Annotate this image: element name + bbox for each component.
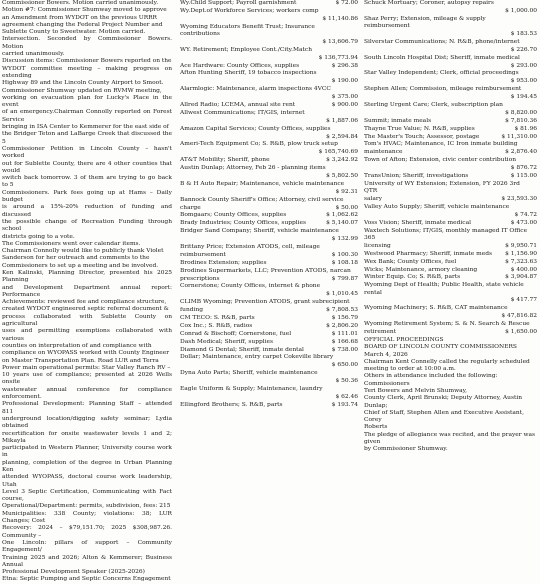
claim-vendor: Bridger Sand Company; Sheriff, vehicle maintenance bbox=[180, 228, 339, 235]
claim-entry bbox=[364, 274, 537, 281]
claim-entry bbox=[180, 291, 358, 298]
proceedings-line: BOARD OF LINCOLN COUNTY COMMISSIONERS bbox=[364, 344, 517, 351]
claim-amount: $ 3,904.87 bbox=[505, 274, 537, 281]
claim-vendor: charge bbox=[180, 204, 201, 211]
claim-entry bbox=[364, 204, 537, 211]
claim-entry bbox=[180, 55, 358, 62]
text-line: and Development Department annual report: Performance bbox=[2, 284, 172, 298]
claim-vendor: Sterling Urgent Care; Clerk, subscription plan bbox=[364, 101, 503, 108]
claim-amount: $ 473.00 bbox=[510, 219, 537, 226]
claim-amount: $ 74.72 bbox=[514, 211, 537, 218]
text-line: Sublette County to Sweetwater. Motion carried. bbox=[2, 29, 146, 36]
text-line: carried unanimously. bbox=[2, 51, 65, 58]
claim-amount: $ 738.00 bbox=[331, 346, 358, 353]
proceedings-line: The pledge of allegiance was recited, and the prayer was given bbox=[364, 431, 536, 446]
claim-vendor: Winter Equip. Co; S. R&B, parts bbox=[364, 274, 461, 281]
text-line: agreement changing the Federal Project Number and bbox=[2, 21, 163, 28]
claim-vendor: South Lincoln Hospital Dist; Sheriff, inmate medical bbox=[364, 54, 520, 61]
claim-entry bbox=[364, 110, 537, 117]
claim-entry bbox=[180, 228, 358, 235]
text-line: the Bridger Teton and LaBarge Creek that discussed the 5 bbox=[2, 131, 172, 145]
text-line: switch back tomorrow. 3 of them are trying to go back to 5 bbox=[2, 175, 172, 189]
text-line: Highway 89 and the Lincoln County Airport to Smoot. bbox=[2, 80, 164, 87]
text-line: Operational/Department: permits, subdivision, fees: 215 bbox=[2, 503, 171, 510]
claim-amount: $ 375.00 bbox=[331, 94, 358, 101]
claim-vendor: Dash Medical; Sheriff, supplies bbox=[180, 338, 274, 345]
claim-vendor: retirement bbox=[364, 329, 397, 336]
claim-entry bbox=[180, 370, 358, 377]
claim-vendor: Ameri-Tech Equipment Co; S. R&B, plow truck setup bbox=[180, 141, 338, 148]
claim-vendor: CLIMB Wyoming; Prevention ATODS, grant subrecipient bbox=[180, 299, 350, 306]
proceedings-line: OFFICIAL PROCEEDINGS bbox=[364, 336, 444, 343]
claim-amount: $ 166.68 bbox=[331, 338, 358, 345]
claim-vendor: Eagle Uniform & Supply; Maintenance, laundry bbox=[180, 386, 323, 393]
claim-entry bbox=[364, 16, 537, 31]
text-line: Training 2025 and 2026; Alton & Kemmerer; Business Annual bbox=[2, 554, 172, 568]
claim-entry bbox=[364, 173, 537, 180]
claim-amount: $ 62.46 bbox=[335, 393, 358, 400]
claim-entry bbox=[180, 134, 358, 141]
claim-entry bbox=[364, 243, 537, 250]
text-line: Power main operational permits: Star Valley Ranch RV – bbox=[2, 364, 171, 371]
text-line: Commissioners to set up a meeting and be involved. bbox=[2, 262, 159, 269]
claim-vendor: Wyoming Dept of Health; Public Health, state vehicle rental bbox=[364, 282, 524, 296]
text-line: participated in Western Planner, University course work in bbox=[2, 445, 172, 459]
claim-vendor: Brodines Extension; supplies bbox=[180, 259, 267, 266]
claim-entry bbox=[364, 0, 537, 7]
proceedings-line: Chairman Kent Connelly called the regularly scheduled bbox=[364, 358, 530, 365]
text-line: One Lincoln: pillars of support – Community Engagement/ bbox=[2, 539, 172, 554]
claim-vendor: funding bbox=[180, 307, 203, 314]
claim-entry bbox=[364, 313, 537, 320]
claim-amount: $ 50.36 bbox=[335, 378, 358, 385]
claim-amount: $ 900.00 bbox=[331, 101, 358, 108]
claim-vendor: Amazon Capital Services; County Offices, supplies bbox=[180, 125, 331, 132]
text-line: Ken Kalinski, Planning Director, presented his 2025 Planning bbox=[2, 269, 172, 284]
claim-entry bbox=[180, 197, 358, 204]
claim-vendor: licensing bbox=[364, 242, 391, 249]
claim-amount: $ 108.18 bbox=[331, 259, 358, 266]
claim-entry bbox=[180, 354, 358, 361]
text-line: an Amendment from WYDOT on the previous URRR bbox=[2, 14, 157, 21]
claim-vendor: Wy.Dept.of Workforce Services; workers comp bbox=[180, 7, 319, 14]
claim-entry bbox=[364, 305, 537, 312]
text-line: created WYDOT engineered septic referral document & bbox=[2, 306, 169, 313]
claim-amount: $ 7,808.53 bbox=[326, 307, 358, 314]
claim-entry bbox=[180, 63, 358, 70]
claim-amount: $ 156.79 bbox=[331, 315, 358, 322]
claim-vendor: prescriptions bbox=[180, 275, 220, 282]
claim-entry bbox=[180, 165, 358, 172]
claim-entry bbox=[180, 189, 358, 196]
claim-vendor: Waxtech Solutions; IT/GIS, monthly managed IT Office 365 bbox=[364, 227, 528, 241]
claim-amount: $ 5,802.50 bbox=[326, 173, 358, 179]
claim-amount: $ 72.00 bbox=[335, 0, 358, 6]
text-line: Municipalities: 338 County; violations: 38; LUR Changes; Cost bbox=[2, 510, 172, 525]
column-claims-list-a bbox=[180, 0, 358, 408]
claim-entry bbox=[180, 212, 358, 219]
claim-entry bbox=[364, 181, 537, 196]
claim-amount: $ 111.01 bbox=[331, 330, 358, 337]
claim-amount: $ 1,062.62 bbox=[326, 212, 358, 219]
claim-entry bbox=[180, 205, 358, 212]
text-line: counties on interpretation of and compliance with bbox=[2, 342, 152, 349]
claim-entry bbox=[180, 102, 358, 109]
claim-entry bbox=[364, 134, 537, 141]
claim-vendor: CM TECO: S. R&B, parts bbox=[180, 315, 255, 322]
claim-amount: $ 2,594.84 bbox=[326, 133, 358, 140]
claim-entry bbox=[180, 394, 358, 401]
claim-amount: $ 226.70 bbox=[510, 46, 537, 53]
text-line: attended WYOPASS, doctoral course work leadership, Utah bbox=[2, 474, 172, 488]
claim-entry bbox=[180, 110, 358, 117]
claim-entry bbox=[364, 165, 537, 172]
text-line: Recovery: 2024 – $79,151.70; 2025 $308,987.26. Community – bbox=[2, 525, 172, 539]
claim-entry bbox=[180, 260, 358, 267]
proceedings-line: March 4, 2026 bbox=[364, 351, 408, 358]
claim-entry bbox=[364, 78, 537, 85]
claim-entry bbox=[364, 8, 537, 15]
claim-entry bbox=[364, 86, 537, 93]
proceedings-line: County Clerk, April Brunski; Deputy Attorney, Austin Dunlap; bbox=[364, 395, 523, 409]
claim-entry bbox=[364, 259, 537, 266]
text-line: Chairman Connolly would like to publicly thank Violet bbox=[2, 248, 164, 255]
claim-vendor: Wex Bank; County Offices, fuel bbox=[364, 258, 457, 265]
claim-amount: $ 13,606.79 bbox=[322, 38, 358, 45]
claim-entry bbox=[364, 102, 537, 109]
claim-vendor: Westwood Pharmacy; Sheriff, inmate meds bbox=[364, 250, 492, 257]
claim-entry bbox=[364, 118, 537, 125]
claim-vendor: Valley Auto Supply; Sheriff, vehicle maintenance bbox=[364, 203, 510, 210]
text-line: Level 3 Septic Certification, Communicating with Fact course, bbox=[2, 488, 172, 503]
claim-vendor: reimbursement bbox=[180, 251, 226, 258]
claim-entry bbox=[180, 78, 358, 85]
minutes-text bbox=[2, 0, 172, 584]
text-line: of an emergency.Chairman Connolly reported on Forest Service bbox=[2, 109, 172, 123]
claim-entry bbox=[364, 220, 537, 227]
claim-entry bbox=[180, 86, 358, 93]
claim-entry bbox=[180, 307, 358, 314]
claim-vendor: maintenance bbox=[364, 149, 403, 156]
claim-vendor: Diamond G Dental; Sheriff, inmate dental bbox=[180, 346, 304, 353]
claim-entry bbox=[180, 323, 358, 330]
claim-amount: $ 2,876.40 bbox=[505, 149, 537, 156]
claim-amount: $ 81.96 bbox=[514, 125, 537, 132]
claim-amount: $ 5,140.07 bbox=[326, 220, 358, 227]
claim-vendor: Tom's HVAC; Maintenance, IC Iron inmate building bbox=[364, 141, 518, 148]
claim-vendor: Schuck Mortuary; Coroner, autopsy repairs bbox=[364, 0, 494, 6]
claim-entry bbox=[364, 297, 537, 304]
claim-entry bbox=[364, 141, 537, 148]
claim-vendor: The Master's Touch; Assessor, postage bbox=[364, 133, 480, 140]
claim-amount: $ 3,242.92 bbox=[326, 157, 358, 164]
claim-amount: $ 876.72 bbox=[510, 165, 537, 172]
claim-amount: $ 7,810.36 bbox=[505, 117, 537, 124]
claim-entry bbox=[364, 228, 537, 243]
text-line: Professional Development Speaker (2025-2026) bbox=[2, 569, 145, 576]
text-line: Discussion items: Commissioner Bowers reported on the bbox=[2, 58, 172, 65]
text-line: compliance on WYOPASS worked with County Engineer bbox=[2, 350, 170, 357]
proceedings-line: Teri Bowers and Melvin Shumway, bbox=[364, 388, 468, 394]
claim-amount: $ 115.00 bbox=[510, 173, 537, 179]
claim-entry bbox=[180, 94, 358, 101]
claim-vendor: salary bbox=[364, 196, 383, 203]
text-line: underground location/digging safety seminar; Lydia obtained bbox=[2, 415, 172, 430]
claim-entry bbox=[180, 24, 358, 39]
claim-entry bbox=[180, 220, 358, 227]
claim-amount: $ 953.00 bbox=[510, 78, 537, 85]
claim-entry bbox=[364, 321, 537, 328]
claim-amount: $ 132.99 bbox=[331, 236, 358, 243]
claim-entry bbox=[180, 268, 358, 275]
claim-vendor: Conrad & Bischoff; Cornerstone, fuel bbox=[180, 330, 292, 337]
claim-vendor: Town of Afton; Extension, civic center contribution bbox=[364, 157, 517, 164]
claim-amount: $ 190.00 bbox=[331, 78, 358, 85]
claim-vendor: Cornerstone; County Offices, internet & phone bbox=[180, 283, 321, 290]
claim-entry bbox=[180, 173, 358, 180]
claim-entry bbox=[180, 244, 358, 251]
claim-amount: $ 194.45 bbox=[510, 94, 537, 101]
claim-entry bbox=[180, 402, 358, 409]
text-line: wastewater annual conference for compliance enforcement. bbox=[2, 386, 172, 401]
text-line: out for Sublette County, there are 4 other counties that would bbox=[2, 160, 172, 174]
proceedings-line: Roberts bbox=[364, 424, 388, 431]
claim-amount: $ 47,816.82 bbox=[501, 313, 537, 320]
text-line: Commissioner Shumway updated on RVMW meeting, bbox=[2, 87, 162, 94]
text-line: Motion #7: Commissioner Shumway moved to approve bbox=[2, 7, 167, 14]
claim-amount: $ 1,156.90 bbox=[505, 250, 537, 257]
claim-amount: $ 165,740.69 bbox=[318, 149, 358, 156]
claim-amount: $ 11,140.86 bbox=[322, 15, 358, 22]
claim-vendor: Alarmlogic: Maintenance, alarm inspections 4VCC bbox=[180, 86, 331, 93]
claim-vendor: Austin Dunlap; Attorney, Feb 26 - planning items bbox=[180, 165, 326, 172]
claim-entry bbox=[180, 276, 358, 283]
claim-amount: $ 136,773.94 bbox=[318, 54, 358, 61]
claim-entry bbox=[180, 0, 358, 7]
claim-amount: $ 23,593.30 bbox=[501, 196, 537, 203]
claim-vendor: TransUnion; Sheriff, investigations bbox=[364, 173, 469, 179]
claim-vendor: Summit; inmate meals bbox=[364, 117, 432, 124]
claim-entry bbox=[364, 31, 537, 38]
claim-vendor: Brady Industries; County Offices, supplies bbox=[180, 220, 307, 227]
claim-amount: $ 417.77 bbox=[510, 297, 537, 304]
claim-vendor: Wy.Child Support; Payroll garnishment bbox=[180, 0, 297, 6]
claim-vendor: Dyna Auto Parts; Sheriff, vehicle maintenance bbox=[180, 370, 318, 377]
claim-entry bbox=[364, 196, 537, 203]
claim-vendor: Silverstar Communications; N. R&B, phone/internet bbox=[364, 38, 520, 45]
text-line: Etna: Septic Pumping and Septic Concerns Engagement bbox=[2, 576, 171, 583]
claim-entry bbox=[180, 141, 358, 148]
claim-vendor: Bomgaars; County Offices, supplies bbox=[180, 212, 287, 219]
claim-vendor: Cox Inc.; S. R&B, radios bbox=[180, 322, 253, 329]
claim-amount: $ 100.30 bbox=[331, 251, 358, 258]
proceedings-line: Others in attendance included the following: Commissioners bbox=[364, 373, 498, 387]
proceedings-line: meeting to order at 10:00 a.m. bbox=[364, 366, 456, 373]
claim-entry bbox=[180, 362, 358, 369]
claim-vendor: Star Valley Independent; Clerk, official proceedings bbox=[364, 70, 519, 77]
claim-vendor: Allwest Communications; IT/GIS, internet bbox=[180, 109, 305, 116]
claim-vendor: Shaz Perry; Extension, mileage & supply reimbursement bbox=[364, 15, 486, 30]
claim-vendor: Ellingford Brothers; S. R&B, parts bbox=[180, 401, 283, 408]
claim-entry bbox=[180, 181, 358, 188]
claim-entry bbox=[180, 149, 358, 156]
claim-entry bbox=[364, 282, 537, 297]
column-meeting-minutes bbox=[2, 0, 172, 583]
claim-vendor: Dollar; Maintenance, entry carpet Cokeville library bbox=[180, 354, 334, 361]
text-line: Commissioner Petition in Lincoln County – hasn't worked bbox=[2, 145, 172, 160]
claim-entry bbox=[364, 149, 537, 156]
claim-entry bbox=[364, 329, 537, 336]
claim-vendor: Wicks; Maintenance, armory cleaning bbox=[364, 266, 478, 273]
claim-entry bbox=[180, 339, 358, 346]
claim-vendor: WY. Retirement; Employee Cont./City.Match bbox=[180, 46, 313, 53]
text-line: working on evacuation plan for Lucky's Place in the event bbox=[2, 94, 172, 109]
claim-entry bbox=[364, 63, 537, 70]
claim-entry bbox=[180, 378, 358, 385]
claim-vendor: Stephen Allen; Commission, mileage reimbursement bbox=[364, 86, 522, 93]
claim-entry bbox=[180, 347, 358, 354]
proceedings-line: by Commissioner Shumway. bbox=[364, 446, 448, 453]
claim-entry bbox=[364, 70, 537, 77]
text-line: Professional Development: Planning Staff – attended 811 bbox=[2, 401, 172, 415]
claim-entry bbox=[364, 126, 537, 133]
claim-entry bbox=[180, 299, 358, 306]
claim-vendor: Bannock County Sheriff's Office; Attorney, civil service bbox=[180, 196, 344, 203]
claim-vendor: Voss Vision; Sheriff, inmate medical bbox=[364, 219, 471, 226]
claim-entry bbox=[180, 118, 358, 125]
text-line: is around a 15%-20% reduction of funding and discussed bbox=[2, 204, 172, 218]
claim-entry bbox=[180, 8, 358, 15]
text-line: Sanderson for her outreach and comments to the bbox=[2, 255, 150, 262]
claim-entry bbox=[180, 315, 358, 322]
text-line: Achievements: reviewed fee and compliance structure, bbox=[2, 299, 167, 306]
text-line: uses and permitting exemptions collaborated with various bbox=[2, 328, 172, 342]
claim-amount: $ 11,310.00 bbox=[501, 133, 537, 140]
claim-entry bbox=[180, 252, 358, 259]
claim-entry bbox=[180, 283, 358, 290]
claim-vendor: Wyoming Educators Benefit Trust; Insurance contributions bbox=[180, 23, 315, 37]
claim-vendor: AT&T Mobility; Sheriff, phone bbox=[180, 157, 270, 164]
claim-amount: $ 8,820.00 bbox=[505, 109, 537, 116]
claim-entry bbox=[180, 236, 358, 243]
proceedings-line: Chief of Staff, Stephen Allen and Executive Assistant, Corey bbox=[364, 409, 524, 424]
claim-amount: $ 650.00 bbox=[331, 362, 358, 369]
text-line: Commissioners. Park fees going up at Hams – Daily budget bbox=[2, 189, 172, 204]
claim-entry bbox=[364, 55, 537, 62]
text-line: The Commissioners went over calendar items. bbox=[2, 240, 141, 247]
text-line: planning, completion of the degree in Urban Planning Ken bbox=[2, 459, 172, 473]
claim-entry bbox=[180, 126, 358, 133]
claim-amount: $ 1,887.06 bbox=[326, 117, 358, 124]
claim-amount: $ 400.00 bbox=[510, 266, 537, 273]
text-line: 10 years use of compliance; presented at 2026 Wells onsite bbox=[2, 372, 172, 386]
claim-entry bbox=[180, 47, 358, 54]
claim-entry bbox=[180, 386, 358, 393]
claim-vendor: Wyoming Machinery; S. R&B, CAT maintenance bbox=[364, 305, 508, 312]
claim-amount: $ 9,950.71 bbox=[505, 242, 537, 249]
claim-entry bbox=[180, 39, 358, 46]
claim-vendor: Afton Hunting Sheriff, 19 tobacco inspections bbox=[180, 70, 317, 77]
claim-amount: $ 1,010.45 bbox=[326, 291, 358, 298]
claim-entry bbox=[180, 331, 358, 338]
text-line: districts going to a vote. bbox=[2, 233, 75, 240]
claim-amount: $ 183.53 bbox=[510, 30, 537, 37]
claim-amount: $ 293.00 bbox=[510, 62, 537, 69]
claim-amount: $ 50.00 bbox=[335, 204, 358, 211]
text-line: Commissioner Bowers. Motion carried unanimously. bbox=[2, 0, 159, 6]
claim-entry bbox=[364, 212, 537, 219]
column-claims-list-b bbox=[364, 0, 537, 453]
claim-vendor: Brodines Supermarkets, LLC; Prevention ATODS, narcan bbox=[180, 267, 351, 274]
claim-amount: $ 193.74 bbox=[331, 401, 358, 408]
claim-entry bbox=[364, 47, 537, 54]
claim-entry bbox=[180, 16, 358, 23]
claim-vendor: University of WY Extension; Extension, FY 2026 3rd QTR bbox=[364, 180, 520, 195]
claim-amount: $ 7,323.63 bbox=[505, 258, 537, 265]
claim-vendor: Wyoming Retirement System; S. & N. Search & Rescue bbox=[364, 321, 530, 328]
text-line: WYDOT committee meeting – making progress on extending bbox=[2, 65, 172, 79]
claim-entry bbox=[364, 251, 537, 258]
claim-vendor: Allred Radio; LCEMA, annual site rent bbox=[180, 101, 296, 108]
claim-vendor: B & H Auto Repair; Maintenance, vehicle maintenance bbox=[180, 180, 345, 187]
claim-amount: $ 1,000.00 bbox=[505, 7, 537, 14]
claim-entry bbox=[180, 157, 358, 164]
text-line: the possible change of Recreation Funding through school bbox=[2, 218, 172, 233]
claim-entry bbox=[364, 39, 537, 46]
claim-entry bbox=[180, 70, 358, 77]
claim-vendor: Brittany Price; Extension ATODS, cell, mileage bbox=[180, 244, 320, 251]
claim-entry bbox=[364, 267, 537, 274]
claim-amount: $ 799.87 bbox=[331, 275, 358, 282]
text-line: Intersection. Seconded by Commissioner Bowers. Motion bbox=[2, 36, 172, 50]
text-line: on Master Transportation Plan. Road LUR and Terra bbox=[2, 357, 159, 364]
claim-vendor: Ace Hardware: County Offices, supplies bbox=[180, 62, 300, 69]
claim-amount: $ 296.38 bbox=[331, 62, 358, 69]
claim-entry bbox=[364, 157, 537, 164]
claim-entry bbox=[364, 94, 537, 101]
claim-vendor: Thayne True Value; N. R&B, supplies bbox=[364, 125, 475, 132]
text-line: recertification for onsite wastewater levels 1 and 2; Mikayla bbox=[2, 430, 172, 444]
claim-amount: $ 2,806.20 bbox=[326, 322, 358, 329]
claim-amount: $ 92.31 bbox=[335, 188, 358, 195]
claim-amount: $ 1,650.00 bbox=[505, 329, 537, 336]
text-line: bringing in ISA Center to Kemmerer for the east side of bbox=[2, 124, 169, 131]
text-line: process collaborated with Sublette County on agricultural bbox=[2, 313, 172, 328]
